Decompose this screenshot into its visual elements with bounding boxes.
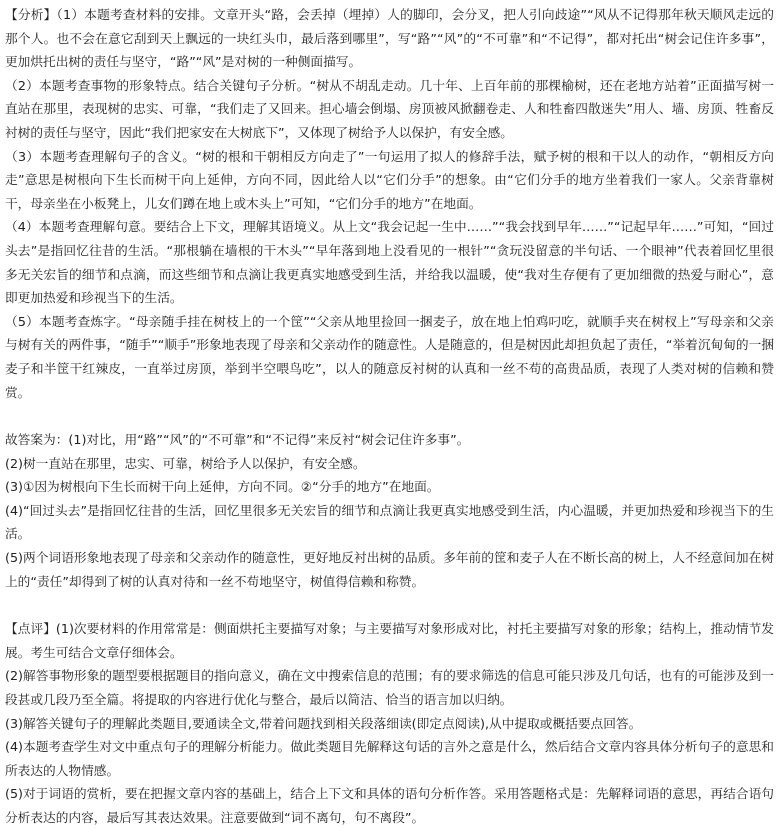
answer-section — [5, 428, 774, 593]
section-spacer — [5, 593, 774, 617]
comment-paragraph-5: (5)对于词语的赏析，要在把握文章内容的基础上，结合上下文和具体的语句分析作答。采用答题格式是：先解释词语的意思，再结合语句分析表达的内容，最后写其表达效果。注意要做到“词不离句，句不离段”。 — [5, 786, 774, 825]
comment-paragraph-2: (2)解答事物形象的题型要根据题目的指向意义，确在文中搜索信息的范围；有的要求筛选的信息可能只涉及几句话，也有的可能涉及到一段甚或几段乃至全篇。将提取的内容进行优化与整合，最后以简洁、恰当的语言加以归纳。 — [5, 668, 774, 708]
analysis-paragraph-2: （2）本题考查事物的形象特点。结合关键句子分析。“树从不胡乱走动。几十年、上百年前的那棵榆树，还在老地方站着”正面描写树一直站在那里，表现树的忠实、可靠，“我们走了又回来。担心墙会倒塌、房顶被风掀翻卷走、人和牲畜四散迷失”用人、墙、房顶、牲畜反衬树的责任与坚守，因此“我们把家安在大树底下”，又体现了树给予人以保护，有安全感。 — [5, 77, 774, 140]
answer-line-5: (5)两个词语形象地表现了母亲和父亲动作的随意性，更好地反衬出树的品质。多年前的筐和麦子人在不断长高的树上，人不经意间加在树上的“责任”却得到了树的认真对待和一丝不苟地坚守，树值得信赖和称赞。 — [5, 550, 774, 589]
answer-line-4: (4)“回过头去”是指回忆往昔的生活，回忆里很多无关宏旨的细节和点滴让我更真实地感受到生活，内心温暖，并更加热爱和珍视当下的生活。 — [5, 502, 774, 542]
analysis-paragraph-5: （5）本题考查炼字。“母亲随手挂在树枝上的一个筐”“父亲从地里捡回一捆麦子，放在地上怕鸡叼吃，就顺手夹在树杈上”写母亲和父亲与树有关的两件事，“随手”“顺手”形象地表现了母亲和父亲动作的随意性。人是随意的，但是树因此却担负起了责任，“举着沉甸甸的一捆麦子和半筐干红辣皮，一直举过房顶，举到半空喂鸟吃”，以人的随意反衬树的认真和一丝不苟的高贵品质，表现了人类对树的信赖和赞赏。 — [5, 313, 774, 400]
answer-line-2: (2)树一直站在那里，忠实、可靠，树给予人以保护，有安全感。 — [5, 455, 366, 471]
analysis-paragraph-4: （4）本题考查理解句意。要结合上下文，理解其语境义。从上文“我会记起一生中……”“我会找到早年……”“记起早年……”可知，“回过头去”是指回忆往昔的生活。“那根躺在墙根的干木头”“早年落到地上没看见的一根针”“贪玩没留意的半句话、一个眼神”代表着回忆里很多无关宏旨的细节和点滴，而这些细节和点滴让我更真实地感受到生活，并给我以温暖，使“我对生存便有了更加细微的热爱与耐心”，意即更加热爱和珍视当下的生活。 — [5, 219, 774, 306]
answer-line-3: (3)①因为树根向下生长而树干向上延伸，方向不同。②“分手的地方”在地面。 — [5, 479, 440, 495]
comment-paragraph-3: (3)解答关键句子的理解此类题目,要通读全文,带着问题找到相关段落细读(即定点阅读),从中提取或概括要点回答。 — [5, 715, 642, 731]
comment-paragraph-1: 【点评】(1)次要材料的作用常常是：侧面烘托主要描写对象；与主要描写对象形成对比，衬托主要描写对象的形象；结构上，推动情节发展。考生可结合文章仔细体会。 — [5, 621, 774, 660]
comment-section — [5, 617, 774, 829]
comment-paragraph-4: (4)本题考查学生对文中重点句子的理解分析能力。做此类题目先解释这句话的言外之意是什么，然后结合文章内容具体分析句子的意思和所表达的人物情感。 — [5, 739, 774, 778]
section-spacer — [5, 404, 774, 428]
analysis-section — [5, 3, 774, 404]
analysis-paragraph-3: （3）本题考查理解句子的含义。“树的根和干朝相反方向走了”一句运用了拟人的修辞手法，赋予树的根和干以人的动作，“朝相反方向走”意思是树根向下生长而树干向上延伸，方向不同，因此给人以“它们分手”的想象。由“它们分手的地方坐着我们一家人。父亲背靠树干，母亲坐在小板凳上，儿女们蹲在地上或木头上”可知，“它们分手的地方”在地面。 — [5, 148, 774, 211]
answer-line-1: 故答案为：(1)对比，用“路”“风”的“不可靠”和“不记得”来反衬“树会记住许多事”。 — [5, 432, 470, 448]
analysis-paragraph-1: 【分析】（1）本题考查材料的安排。文章开头“路，会丢掉（埋掉）人的脚印，会分叉，把人引向歧途”“风从不记得那年秋天顺风走远的那个人。也不会在意它刮到天上飘远的一块红头巾，最后落到哪里”，写“路”“风”的“不可靠”和“不记得”，都对托出“树会记住许多事”，更加烘托出树的责任与坚守，“路”“风”是对树的一种侧面描写。 — [5, 7, 774, 70]
